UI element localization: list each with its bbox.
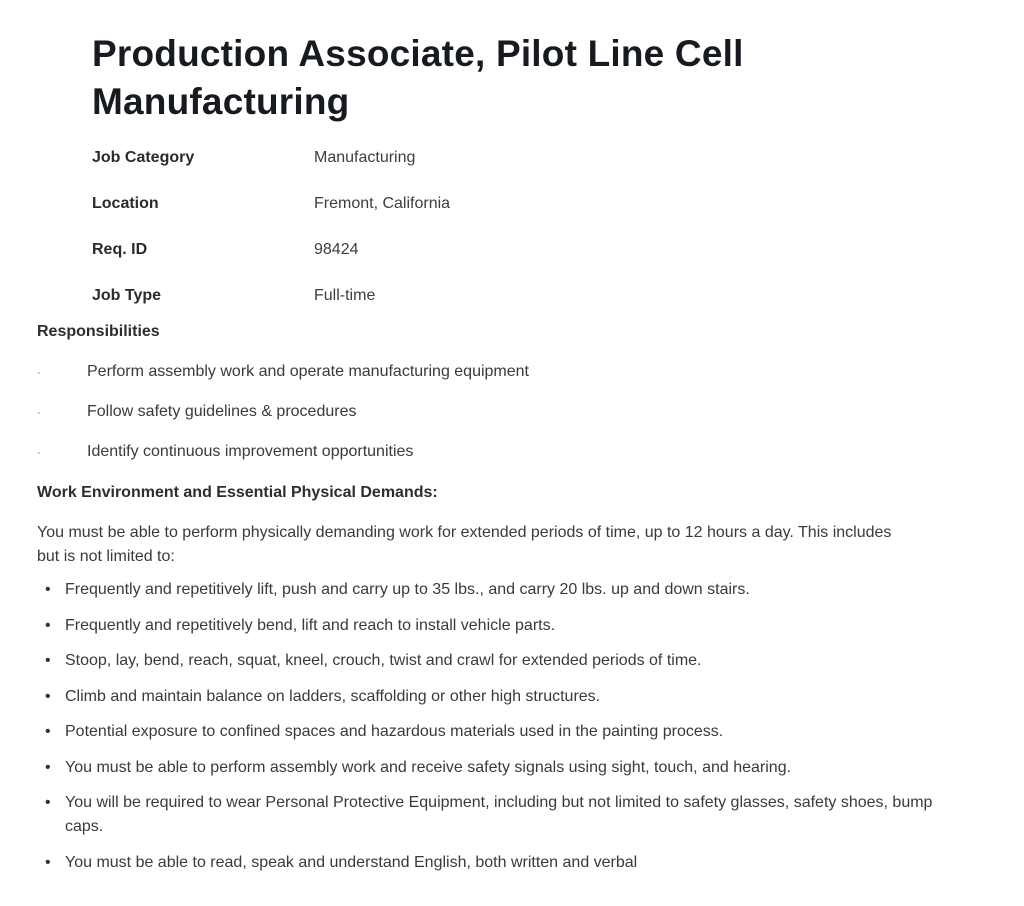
bullet-icon: · — [37, 445, 41, 459]
demand-item — [37, 578, 957, 602]
bullet-icon: • — [45, 616, 51, 634]
job-details-table — [92, 146, 450, 330]
location-value: Fremont, California — [314, 195, 451, 212]
job-type-label: Job Type — [92, 287, 162, 304]
demand-text: Frequently and repetitively bend, lift and reach to install vehicle parts. — [65, 616, 556, 634]
job-detail-row-category — [92, 146, 450, 192]
demand-item — [37, 614, 957, 638]
demand-text: Stoop, lay, bend, reach, squat, kneel, crouch, twist and crawl for extended periods of time. — [65, 652, 702, 669]
responsibility-item — [37, 400, 529, 440]
bullet-icon: • — [45, 794, 51, 811]
physical-demands-list — [37, 578, 957, 886]
responsibility-text: Follow safety guidelines & procedures — [87, 403, 357, 420]
bullet-icon: • — [45, 853, 51, 871]
req-id-value: 98424 — [314, 241, 359, 258]
demand-item — [37, 649, 957, 673]
demand-text: Potential exposure to confined spaces and hazardous materials used in the painting process. — [65, 723, 724, 740]
bullet-icon: • — [45, 758, 51, 776]
job-type-value: Full-time — [314, 287, 376, 304]
responsibility-text: Perform assembly work and operate manufacturing equipment — [87, 363, 529, 380]
job-detail-row-location — [92, 192, 450, 238]
demand-text: You must be able to read, speak and understand English, both written and verbal — [65, 853, 638, 871]
demand-item — [37, 851, 957, 875]
req-id-label: Req. ID — [92, 241, 148, 258]
demand-item — [37, 791, 957, 839]
job-title: Production Associate, Pilot Line Cell Manufacturing — [92, 33, 744, 122]
bullet-icon: • — [45, 652, 51, 669]
responsibilities-heading: Responsibilities — [37, 323, 160, 340]
location-label: Location — [92, 195, 159, 212]
demand-item — [37, 720, 957, 744]
demand-text: Frequently and repetitively lift, push and carry up to 35 lbs., and carry 20 lbs. up and down stairs. — [65, 581, 750, 598]
bullet-icon: • — [45, 687, 51, 705]
responsibility-item — [37, 360, 529, 400]
bullet-icon: • — [45, 723, 51, 740]
bullet-icon: · — [37, 405, 41, 419]
job-category-label: Job Category — [92, 149, 195, 166]
job-category-value: Manufacturing — [314, 149, 416, 166]
bullet-icon: • — [45, 581, 51, 598]
job-detail-row-req-id — [92, 238, 450, 284]
demand-item — [37, 685, 957, 709]
demand-text: You must be able to perform assembly work and receive safety signals using sight, touch, and hearing. — [65, 758, 792, 776]
demand-item — [37, 756, 957, 780]
responsibility-item — [37, 440, 529, 480]
demand-text: Climb and maintain balance on ladders, scaffolding or other high structures. — [65, 687, 601, 705]
work-environment-heading: Work Environment and Essential Physical Demands: — [37, 484, 438, 501]
demand-text: You will be required to wear Personal Protective Equipment, including but not limited to safety glasses, safety shoes, bump caps. — [65, 794, 933, 835]
bullet-icon: · — [37, 365, 41, 379]
responsibility-text: Identify continuous improvement opportunities — [87, 443, 414, 460]
responsibilities-list — [37, 360, 529, 480]
work-environment-intro: You must be able to perform physically demanding work for extended periods of time, up to 12 hours a day. This includes but is not limited to: — [37, 524, 892, 565]
